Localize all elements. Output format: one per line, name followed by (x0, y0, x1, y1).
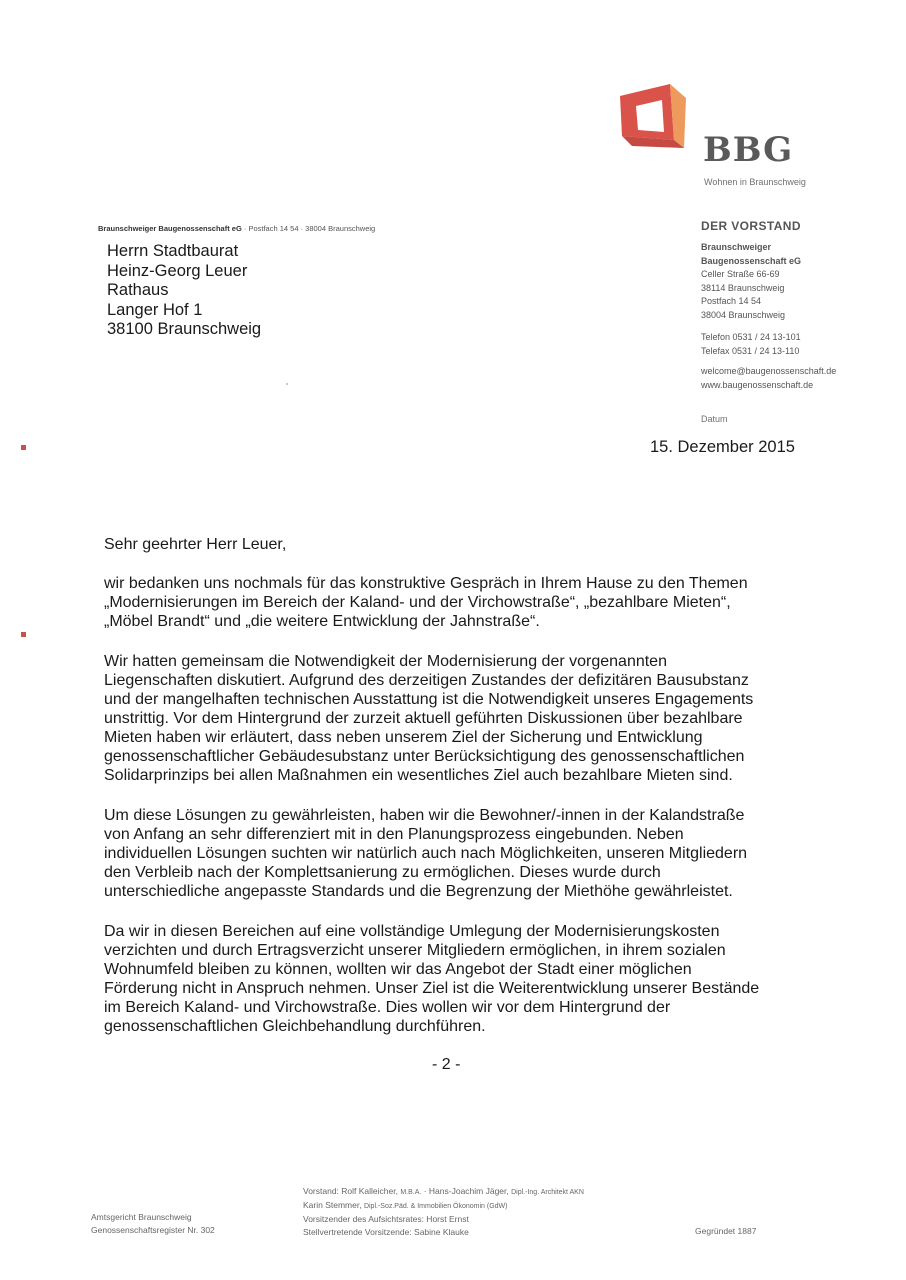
footer-register (91, 1211, 215, 1237)
paragraph-line: Wir hatten gemeinsam die Notwendigkeit der Modernisierung der vorgenannten (104, 653, 667, 670)
footer-title: Dipl.-Soz.Päd. & Immobilien Ökonomin (GdW) (363, 1203, 508, 1210)
paragraph-line: von Anfang an sehr differenziert mit in den Planungsprozess eingebunden. Neben (104, 826, 684, 843)
recipient-line: Heinz-Georg Leuer (107, 261, 248, 280)
contact-block (701, 331, 801, 358)
footer-line: Amtsgericht Braunschweig (91, 1212, 192, 1222)
fax-number: Telefax 0531 / 24 13-110 (701, 345, 800, 356)
paragraph-line: unstrittig. Vor dem Hintergrund der zurzeit aktuell geführten Diskussionen über bezahlbare (104, 710, 743, 727)
phone-number: Telefon 0531 / 24 13-101 (701, 332, 801, 342)
logo-wordmark: BBG (703, 130, 794, 170)
body-paragraph (104, 652, 804, 785)
bbg-logo-icon (618, 82, 688, 152)
footer-founded: Gegründet 1887 (695, 1226, 757, 1236)
scan-dot (286, 383, 288, 385)
paragraph-line: genossenschaftlichen Gleichbehandlung durchführen. (104, 1018, 486, 1035)
sender-postbox: · Postfach 14 54 · 38004 Braunschweig (241, 224, 376, 233)
footer-text: · Hans-Joachim Jäger, (421, 1186, 512, 1196)
footer-text: Karin Stemmer, (303, 1200, 364, 1210)
letter-date: 15. Dezember 2015 (650, 438, 795, 456)
paragraph-line: Wohnumfeld bleiben zu können, wollten wir das Angebot der Stadt einer möglichen (104, 961, 692, 978)
paragraph-line: „Möbel Brandt“ und „die weitere Entwicklung der Jahnstraße“. (104, 613, 540, 630)
fold-mark (21, 445, 26, 450)
address-line: 38114 Braunschweig (701, 282, 785, 293)
recipient-line: 38100 Braunschweig (107, 320, 262, 338)
address-line: Postfach 14 54 (701, 296, 762, 306)
footer-title: Dipl.-Ing. Architekt AKN (511, 1189, 584, 1196)
website: www.baugenossenschaft.de (701, 379, 814, 390)
recipient-line: Rathaus (107, 281, 169, 299)
sender-company: Braunschweiger Baugenossenschaft eG (98, 224, 242, 233)
address-line: Celler Straße 66-69 (701, 269, 780, 279)
paragraph-line: im Bereich Kaland- und Virchowstraße. Dies wollen wir vor dem Hintergrund der (104, 999, 671, 1016)
paragraph-line: wir bedanken uns nochmals für das konstruktive Gespräch in Ihrem Hause zu den Themen (104, 575, 748, 592)
web-block (701, 365, 836, 392)
paragraph-line: den Verbleib nach der Komplettsanierung zu ermöglichen. Dieses wurde durch (104, 864, 661, 881)
footer-title: M.B.A. (400, 1189, 422, 1196)
fold-mark (21, 632, 26, 637)
footer-line: Vorsitzender des Aufsichtsrates: Horst Ernst (303, 1214, 469, 1224)
page-number: - 2 - (432, 1056, 461, 1073)
footer-line: Genossenschaftsregister Nr. 302 (91, 1225, 215, 1235)
paragraph-line: Mieten haben wir erläutert, dass neben unserem Ziel der Sicherung und Entwicklung (104, 729, 703, 746)
paragraph-line: individuellen Lösungen suchten wir natürlich auch nach Möglichkeiten, unseren Mitgliedern (104, 845, 748, 862)
body-paragraph (104, 806, 804, 901)
footer-board (303, 1185, 584, 1239)
sender-return-address (98, 224, 375, 233)
company-name-line: Braunschweiger (701, 242, 772, 252)
address-line: 38004 Braunschweig (701, 309, 786, 320)
salutation: Sehr geehrter Herr Leuer, (104, 536, 287, 553)
body-paragraph (104, 922, 804, 1036)
email-address: welcome@baugenossenschaft.de (701, 366, 837, 376)
logo-tagline: Wohnen in Braunschweig (704, 177, 806, 187)
paragraph-line: verzichten und durch Ertragsverzicht unserer Mitgliedern ermöglichen, in ihrem sozialen (104, 942, 726, 959)
paragraph-line: Da wir in diesen Bereichen auf eine vollständige Umlegung der Modernisierungskosten (104, 923, 720, 940)
body-paragraph (104, 574, 804, 631)
recipient-line: Langer Hof 1 (107, 300, 203, 319)
paragraph-line: und der mangelhaften technischen Ausstattung ist die Notwendigkeit unseres Engagements (104, 691, 754, 708)
company-name-line: Baugenossenschaft eG (701, 255, 802, 266)
recipient-address (107, 242, 261, 340)
paragraph-line: „Modernisierungen im Bereich der Kaland- und der Virchowstraße“, „bezahlbare Mieten“, (104, 594, 731, 611)
department-heading: DER VORSTAND (701, 219, 801, 233)
paragraph-line: Um diese Lösungen zu gewährleisten, haben wir die Bewohner/-innen in der Kalandstraße (104, 807, 745, 824)
paragraph-line: Solidarprinzips bei allen Maßnahmen ein wesentliches Ziel auch bezahlbare Mieten sind. (104, 767, 733, 784)
footer-line: Stellvertretende Vorsitzende: Sabine Klauke (303, 1227, 469, 1237)
paragraph-line: Förderung nicht in Anspruch nehmen. Unser Ziel ist die Weiterentwicklung unserer Bestände (104, 980, 760, 997)
company-address-block (701, 241, 801, 322)
paragraph-line: unterschiedliche angepasste Standards und die Begrenzung der Miethöhe gewährleistet. (104, 883, 733, 900)
footer-line (303, 1185, 584, 1199)
recipient-line: Herrn Stadtbaurat (107, 242, 239, 260)
paragraph-line: genossenschaftlicher Gebäudesubstanz unter Berücksichtigung des genossenschaftlichen (104, 748, 745, 765)
date-label: Datum (701, 414, 728, 424)
footer-text: Vorstand: Rolf Kalleicher, (303, 1186, 401, 1196)
footer-line (303, 1199, 584, 1213)
paragraph-line: Liegenschaften diskutiert. Aufgrund des derzeitigen Zustandes der defizitären Bausubstanz (104, 672, 749, 689)
